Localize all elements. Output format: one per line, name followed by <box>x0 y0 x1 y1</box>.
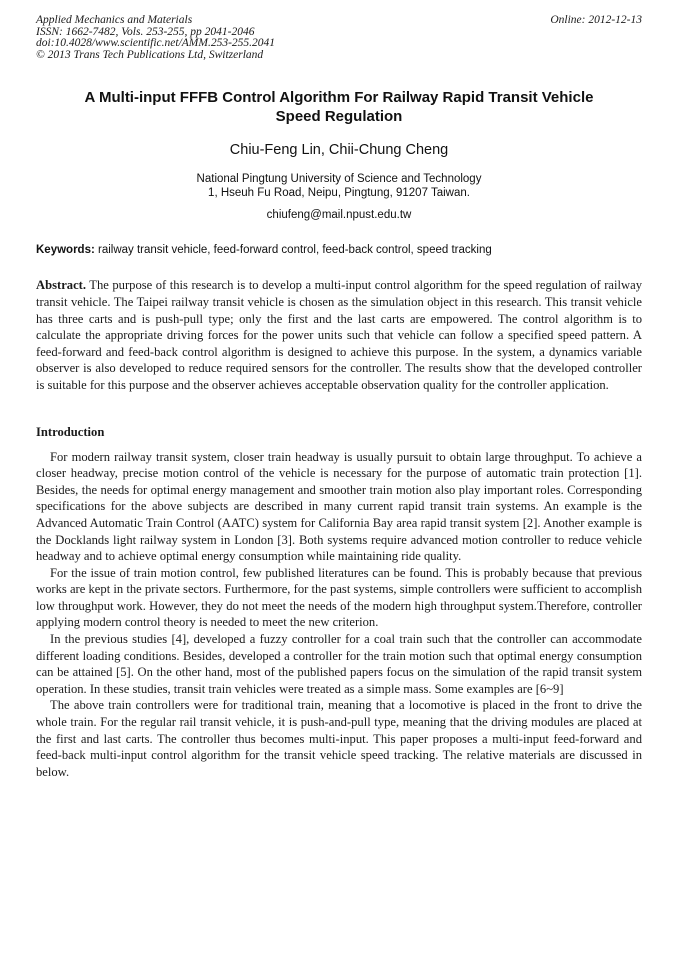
authors: Chiu-Feng Lin, Chii-Chung Cheng <box>229 142 449 159</box>
journal-name: Applied Mechanics and Materials <box>36 14 193 26</box>
introduction-paragraph: The above train controllers were for traditional train, meaning that a locomotive is placed in the front to drive the whole train. For the regular rail transit vehicle, it is push-and-pull type, meaning that the driving modules are placed at the first and last carts. The controller thus becomes multi-input. This paper proposes a multi-input feed-forward and feed-back multi-input control algorithm for the transit vehicle speed tracking. The relative materials are discussed in below. <box>36 698 642 779</box>
introduction-paragraph: In the previous studies [4], developed a fuzzy controller for a coal train such that the controller can accommodate different loading conditions. Besides, developed a controller for the train motion such that optimal energy consumption can be attained [5]. On the other hand, most of the published papers focus on the simulation of the rapid transit system operation. In these studies, transit train vehicles were treated as a simple mass. Some examples are [6~9] <box>36 632 642 696</box>
author-email: chiufeng@mail.npust.edu.tw <box>266 209 412 222</box>
introduction-paragraph: For the issue of train motion control, few published literatures can be found. This is probably because that previous works are kept in the private sectors. Furthermore, for the past systems, simple controllers were sufficient to accomplish low throughput work. However, they do not meet the needs of the modern high throughput system.Therefore, controller applying modern control theory is needed to meet the new criterion. <box>36 565 642 630</box>
affiliation-line-2: 1, Hseuh Fu Road, Neipu, Pingtung, 91207 Taiwan. <box>208 187 470 200</box>
affiliation-line-1: National Pingtung University of Science and Technology <box>196 173 482 186</box>
introduction-paragraph: For modern railway transit system, closer train headway is usually pursuit to obtain large throughput. To achieve a closer headway, precise motion control of the vehicle is necessary for the purpose of automatic train protection [1]. Besides, the needs for optimal energy management and smoother train motion also play important roles. Corresponding specifications for the above subjects are described in many current rapid transit train systems. An example is the Advanced Automatic Train Control (AATC) system for California Bay area rapid transit system [2]. Another example is the Docklands light railway system in London [3]. Both systems require advanced motion controller to reduce vehicle headway and to achieve optimal energy consumption while maintaining ride quality. <box>36 449 642 564</box>
abstract-text: The purpose of this research is to develop a multi-input control algorithm for the speed regulation of railway transit vehicle. The Taipei railway transit vehicle is chosen as the simulation object in this research. This transit vehicle has three carts and is push-pull type; only the first and the last carts are empowered. The control algorithm is to calculate the appropriate driving forces for the power units such that vehicle can follow a specified speed pattern. A feed-forward and feed-back control algorithm is designed to achieve this purpose. In the system, a dynamics variable observer is also developed to reduce required sensors for the controller. The results show that the developed controller is suitable for this purpose and the observer achieves acceptable observation quality for the controller application. <box>36 278 642 392</box>
introduction-body <box>36 449 642 781</box>
section-heading-introduction: Introduction <box>36 424 105 439</box>
doi-line: doi:10.4028/www.scientific.net/AMM.253-255.2041 <box>36 37 276 50</box>
abstract <box>36 277 642 393</box>
online-date: Online: 2012-12-13 <box>550 14 642 26</box>
keywords-text: railway transit vehicle, feed-forward control, feed-back control, speed tracking <box>94 244 492 257</box>
keywords-line <box>36 244 642 256</box>
abstract-label: Abstract. <box>36 278 87 293</box>
keywords-label: Keywords: <box>36 244 95 257</box>
journal-header-left <box>36 15 275 61</box>
copyright-line: © 2013 Trans Tech Publications Ltd, Switzerland <box>36 48 264 61</box>
journal-header <box>36 15 642 61</box>
paper-title: A Multi-input FFFB Control Algorithm For Railway Rapid Transit Vehicle Speed Regulation <box>84 89 594 126</box>
affiliation <box>36 172 642 200</box>
issn-line: ISSN: 1662-7482, Vols. 253-255, pp 2041-2046 <box>36 25 255 38</box>
